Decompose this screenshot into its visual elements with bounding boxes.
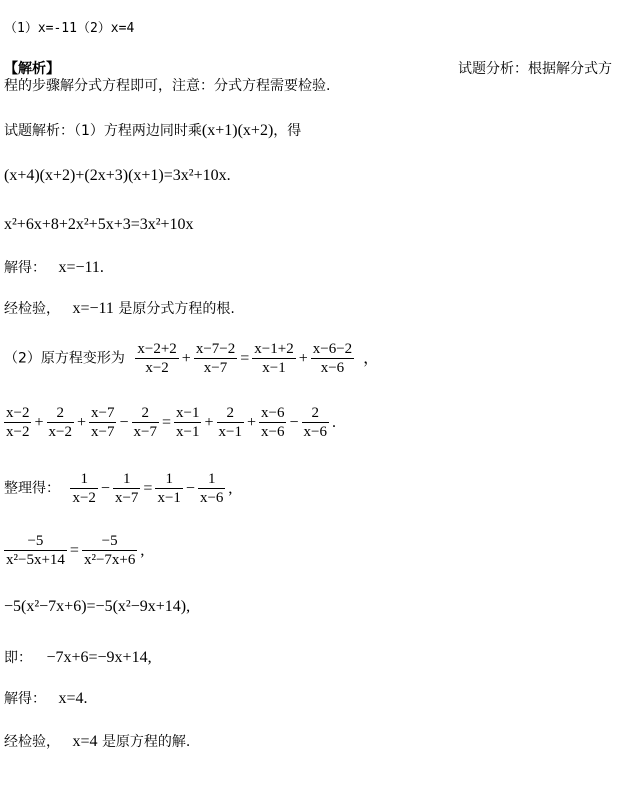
- check-2-tail: 是原方程的解.: [101, 734, 191, 750]
- fraction: [47, 404, 74, 441]
- numerator: 1: [198, 470, 225, 489]
- equation-7-math: −7x+6=−9x+14,: [46, 649, 152, 666]
- check-1: [4, 300, 235, 318]
- denominator: x−6: [320, 360, 345, 376]
- analysis-right: 试题分析：根据解分式方: [458, 61, 612, 77]
- check-2: [4, 733, 190, 751]
- fraction: [155, 470, 182, 507]
- equals-sign: =: [69, 541, 79, 559]
- denominator: x−2: [48, 424, 72, 440]
- numerator: x−1: [176, 405, 200, 421]
- denominator: x−7: [91, 424, 115, 440]
- denominator: x−2: [145, 360, 169, 376]
- denominator: x²−5x+14: [6, 552, 65, 568]
- solution-intro-tail: ，得: [273, 123, 302, 139]
- check-2-label: 经检验，: [4, 734, 60, 750]
- plus-sign: +: [298, 349, 308, 367]
- check-1-math: x=−11: [72, 300, 114, 317]
- numerator: x−7−2: [195, 341, 236, 357]
- minus-sign: −: [289, 413, 299, 431]
- numerator: −5: [4, 532, 67, 551]
- fraction: [113, 470, 140, 507]
- part-2-transform: [4, 340, 380, 377]
- answer-line: （1）x=-11（2）x=4: [4, 21, 135, 36]
- minus-sign: −: [100, 479, 110, 497]
- simplify-label: 整理得：: [4, 480, 60, 497]
- fraction: [82, 532, 137, 569]
- numerator: x−7: [91, 405, 115, 421]
- fraction: [302, 404, 329, 441]
- minus-sign: −: [185, 479, 195, 497]
- solve-2-label: 解得：: [4, 691, 46, 707]
- equation-4: [4, 470, 233, 507]
- minus-sign: −: [119, 413, 129, 431]
- numerator: x−1+2: [254, 341, 294, 357]
- denominator: x−2: [6, 424, 30, 440]
- period: .: [331, 413, 336, 431]
- fraction: [198, 470, 225, 507]
- comma: ,: [228, 479, 233, 497]
- analysis-continuation: 程的步骤解分式方程即可，注意：分式方程需要检验.: [4, 78, 331, 94]
- numerator: 2: [132, 404, 159, 423]
- denominator: x−6: [199, 490, 224, 506]
- plus-sign: +: [246, 413, 256, 431]
- plus-sign: +: [204, 413, 214, 431]
- ie-label: 即：: [4, 650, 32, 666]
- equation-3: [2, 404, 337, 441]
- equals-sign: =: [161, 413, 171, 431]
- denominator: x−7: [203, 360, 228, 376]
- equals-sign: =: [240, 349, 250, 367]
- denominator: x−6: [261, 424, 285, 440]
- denominator: x−1: [157, 490, 181, 506]
- numerator: 2: [302, 404, 329, 423]
- fraction: [194, 340, 237, 377]
- fraction: [4, 404, 31, 441]
- part-2-label: （2）原方程变形为: [4, 350, 125, 367]
- comma: ,: [140, 541, 145, 559]
- numerator: 2: [47, 404, 74, 423]
- denominator: x−1: [176, 424, 200, 440]
- solve-1-math: x=−11.: [58, 259, 104, 276]
- check-1-tail: 是原分式方程的根.: [118, 301, 235, 317]
- solve-2: [4, 690, 87, 708]
- plus-sign: +: [76, 413, 86, 431]
- equation-2: x²+6x+8+2x²+5x+3=3x²+10x: [4, 216, 194, 233]
- equation-7: [4, 649, 152, 667]
- fraction: [217, 404, 244, 441]
- check-2-math: x=4: [72, 733, 98, 750]
- plus-sign: +: [181, 349, 191, 367]
- denominator: x−2: [72, 490, 96, 506]
- numerator: −5: [82, 532, 137, 551]
- fraction: [259, 404, 286, 441]
- denominator: x−7: [133, 424, 157, 440]
- denominator: x−1: [262, 360, 286, 376]
- comma: ，: [363, 349, 380, 367]
- fraction: [252, 340, 295, 377]
- solve-2-math: x=4.: [58, 690, 88, 707]
- solve-1: [4, 259, 104, 277]
- numerator: x−6: [261, 405, 285, 421]
- solution-intro: [4, 122, 301, 140]
- denominator: x−7: [114, 490, 139, 506]
- fraction: [132, 404, 159, 441]
- denominator: x−6: [303, 424, 327, 440]
- plus-sign: +: [34, 413, 44, 431]
- fraction: [135, 340, 178, 377]
- equation-6: −5(x²−7x+6)=−5(x²−9x+14),: [4, 598, 191, 615]
- numerator: 1: [113, 470, 140, 489]
- numerator: 2: [217, 404, 244, 423]
- numerator: 1: [70, 470, 97, 489]
- fraction: [89, 404, 116, 441]
- denominator: x−1: [218, 424, 242, 440]
- equation-1: (x+4)(x+2)+(2x+3)(x+1)=3x²+10x.: [4, 167, 231, 184]
- equation-5: [2, 532, 145, 569]
- fraction: [70, 470, 97, 507]
- solution-intro-factor: (x+1)(x+2): [201, 122, 274, 139]
- fraction: [4, 532, 67, 569]
- solve-1-label: 解得：: [4, 260, 46, 276]
- fraction: [174, 404, 201, 441]
- check-1-label: 经检验，: [4, 301, 60, 317]
- equals-sign: =: [143, 479, 153, 497]
- numerator: x−2: [6, 405, 30, 421]
- numerator: x−2+2: [137, 341, 177, 357]
- numerator: 1: [155, 470, 182, 489]
- solution-intro-text: 试题解析：（1）方程两边同时乘: [4, 123, 202, 139]
- fraction: [311, 340, 354, 377]
- denominator: x²−7x+6: [83, 552, 136, 568]
- numerator: x−6−2: [312, 341, 353, 357]
- analysis-tag: 【解析】: [4, 61, 60, 77]
